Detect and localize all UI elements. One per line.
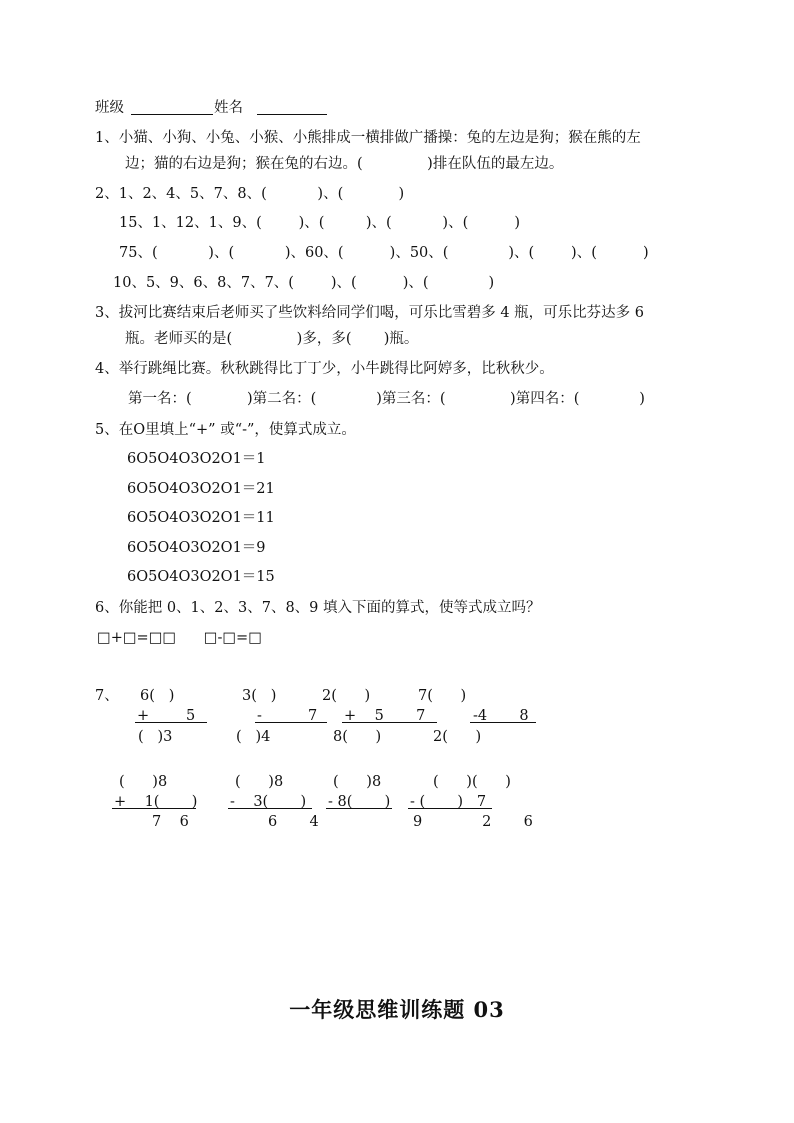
q7-r2-result: 7 6 [152, 814, 189, 830]
q6-expression: □+□=□□ □-□=□ [97, 630, 262, 646]
q4-line1: 4、举行跳绳比赛。秋秋跳得比丁丁少，小牛跳得比阿婷多，比秋秋少。 [95, 361, 554, 377]
q5-equation: 6O5O4O3O2O1＝1 [127, 451, 266, 467]
q7-r2-rule [228, 808, 312, 809]
q5-equation: 6O5O4O3O2O1＝21 [127, 481, 275, 497]
q7-r1-result: 2( ) [433, 729, 482, 745]
q7-r2-result: 6 4 [268, 814, 319, 830]
q7-r1-top: 2( ) [322, 688, 371, 704]
q5-equation: 6O5O4O3O2O1＝15 [127, 569, 275, 585]
q2-row1: 2、1、2、4、5、7、8、( )、( ) [95, 186, 405, 202]
q7-r1-rule [342, 722, 437, 723]
q7-r2-top: ( )( ) [433, 774, 511, 790]
q7-r1-result: ( )4 [236, 729, 271, 745]
q5-equation: 6O5O4O3O2O1＝11 [127, 510, 275, 526]
q7-r2-top: ( )8 [235, 774, 284, 790]
name-label: 姓名 [214, 100, 243, 116]
q7-r1-op: - 7 [257, 708, 318, 724]
q7-r1-top: 7( ) [418, 688, 467, 704]
q7-r1-result: ( )3 [138, 729, 173, 745]
q7-r2-rule [326, 808, 392, 809]
q7-r2-op: - 3( ) [230, 794, 307, 810]
class-blank [131, 114, 213, 115]
q3-line1: 3、拔河比赛结束后老师买了些饮料给同学们喝，可乐比雪碧多 4 瓶，可乐比芬达多 6 [95, 305, 645, 321]
name-blank [257, 114, 327, 115]
q7-r1-rule [255, 722, 327, 723]
q7-r2-op: - ( ) 7 [410, 794, 487, 810]
q1-line1: 1、小猫、小狗、小兔、小猴、小熊排成一横排做广播操：兔的左边是狗；猴在熊的左 [95, 130, 641, 146]
q5-intro: 5、在O里填上“+” 或“-”，使算式成立。 [95, 422, 356, 438]
q4-line2: 第一名：( )第二名：( )第三名：( )第四名：( ) [128, 391, 645, 407]
q7-r1-rule [470, 722, 536, 723]
q7-r1-top: 6( ) [140, 688, 175, 704]
worksheet-title: 一年级思维训练题 03 [289, 997, 505, 1022]
q7-r1-result: 8( ) [333, 729, 382, 745]
q3-line2: 瓶。老师买的是( )多，多( )瓶。 [125, 331, 419, 347]
q1-line2: 边；猫的右边是狗；猴在兔的右边。( )排在队伍的最左边。 [125, 156, 564, 172]
q7-r2-result: 9 2 6 [413, 814, 533, 830]
q7-r2-rule [408, 808, 492, 809]
class-label: 班级 [95, 100, 124, 116]
q7-r2-op: - 8( ) [328, 794, 391, 810]
q2-row4: 10、5、9、6、8、7、7、( )、( )、( ) [113, 275, 495, 291]
q5-equation: 6O5O4O3O2O1＝9 [127, 540, 266, 556]
q7-r1-op: + 5 [137, 708, 196, 724]
q2-row3: 75、( )、( )、60、( )、50、( )、( )、( ) [119, 245, 649, 261]
q7-label: 7、 [95, 688, 119, 704]
q7-r2-top: ( )8 [333, 774, 382, 790]
q6-intro: 6、你能把 0、1、2、3、7、8、9 填入下面的算式，使等式成立吗？ [95, 600, 541, 616]
q7-r1-op: -4 8 [473, 708, 529, 724]
q7-r2-top: ( )8 [119, 774, 168, 790]
q7-r1-top: 3( ) [242, 688, 277, 704]
q7-r2-op: + 1( ) [114, 794, 198, 810]
q7-r2-rule [112, 808, 196, 809]
q7-r1-rule [135, 722, 207, 723]
q2-row2: 15、1、12、1、9、( )、( )、( )、( ) [119, 215, 520, 231]
q7-r1-op: + 5 7 [344, 708, 426, 724]
